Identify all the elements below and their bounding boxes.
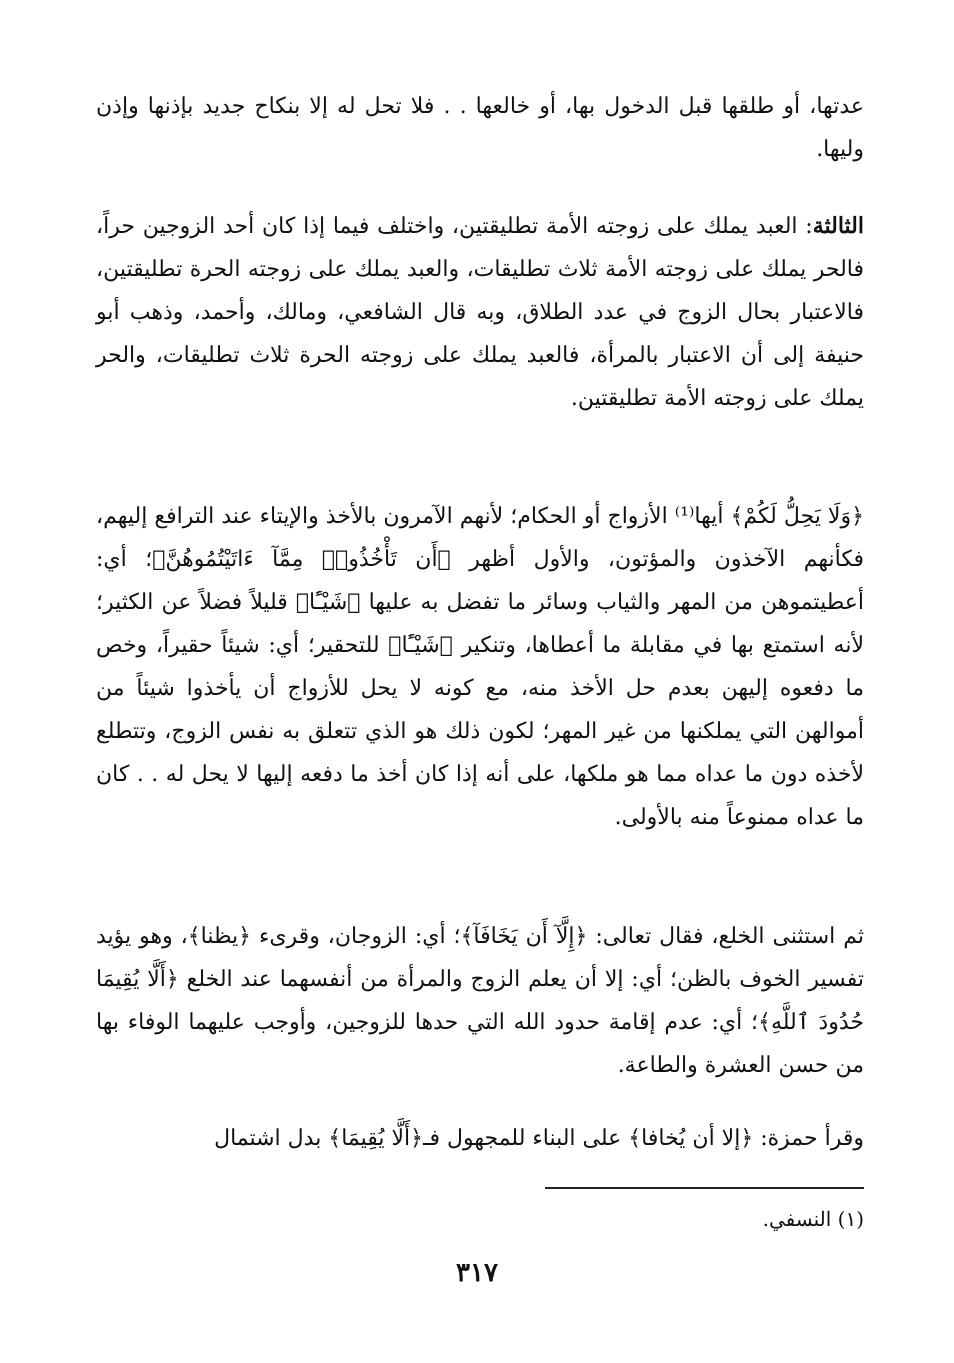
footnote [96, 1201, 864, 1237]
paragraph-3 [96, 495, 864, 839]
page-number: ٣١٧ [456, 1258, 498, 1288]
footnote-divider [545, 1187, 864, 1189]
paragraph-5-text: وقرأ حمزة: ﴿إلا أن يُخافا﴾ على البناء للمجهول فـ﴿أَلَّا يُقِيمَا﴾ بدل اشتمال [214, 1126, 864, 1151]
footnote-text: النسفي. [762, 1207, 832, 1231]
paragraph-2-text: : العبد يملك على زوجته الأمة تطليقتين، واختلف فيما إذا كان أحد الزوجين حراً، فالحر يملك على زوجته الأمة ثلاث تطليقات، والعبد يملك على زوجته الحرة تطليقتين، فالاعتبار بحال الزوج في عدد الطلاق، وبه قال الشافعي، ومالك، وأحمد، وذهب أبو حنيفة إلى أن الاعتبار بالمرأة، فالعبد يملك على زوجته الحرة ثلاث تطليقات، والحر يملك على زوجته الأمة تطليقتين. [96, 214, 864, 411]
paragraph-3-text: ﴿وَلَا يَحِلُّ لَكُمْ﴾ أيها⁽¹⁾ الأزواج أو الحكام؛ لأنهم الآمرون بالأخذ والإيتاء عند الترافع إليهم، فكأنهم الآخذون والمؤتون، والأول أظهر ﴿أَن تَأْخُذُوا۟ مِمَّآ ءَاتَيْتُمُوهُنَّ﴾؛ أي: أعطيتموهن من المهر والثياب وسائر ما تفضل به عليها ﴿شَيْـًٔا﴾ قليلاً فضلاً عن الكثير؛ لأنه استمتع بها في مقابلة ما أعطاها، وتنكير ﴿شَيْـًٔا﴾ للتحقير؛ أي: شيئاً حقيراً، وخص ما دفعوه إليهن بعدم حل الأخذ منه، مع كونه لا يحل للأزواج أن يأخذوا شيئاً من أموالهن التي يملكنها من غير المهر؛ لكون ذلك هو الذي تتعلق به نفس الزوج، وتتطلع لأخذه دون ما عداه مما هو ملكها، على أنه إذا كان أخذ ما دفعه إليها لا يحل له . . كان ما عداه ممنوعاً منه بالأولى. [96, 504, 864, 830]
paragraph-4 [96, 915, 864, 1087]
paragraph-4-text: ثم استثنى الخلع، فقال تعالى: ﴿إِلَّآ أَن يَخَافَآ﴾؛ أي: الزوجان، وقرىء ﴿يظنا﴾، وهو يؤيد تفسير الخوف بالظن؛ أي: إلا أن يعلم الزوج والمرأة من أنفسهما عند الخلع ﴿أَلَّا يُقِيمَا حُدُودَ ٱللَّهِ﴾؛ أي: عدم إقامة حدود الله التي حدها للزوجين، وأوجب عليهما الوفاء بها من حسن العشرة والطاعة. [96, 924, 864, 1078]
paragraph-2-heading: الثالثة [812, 213, 864, 239]
footnote-marker: (١) [837, 1207, 864, 1231]
paragraph-1-text: عدتها، أو طلقها قبل الدخول بها، أو خالعها . . فلا تحل له إلا بنكاح جديد بإذنها وإذن وليها. [96, 94, 864, 162]
paragraph-5 [96, 1117, 864, 1160]
paragraph-1 [96, 85, 864, 171]
paragraph-2 [96, 205, 864, 420]
